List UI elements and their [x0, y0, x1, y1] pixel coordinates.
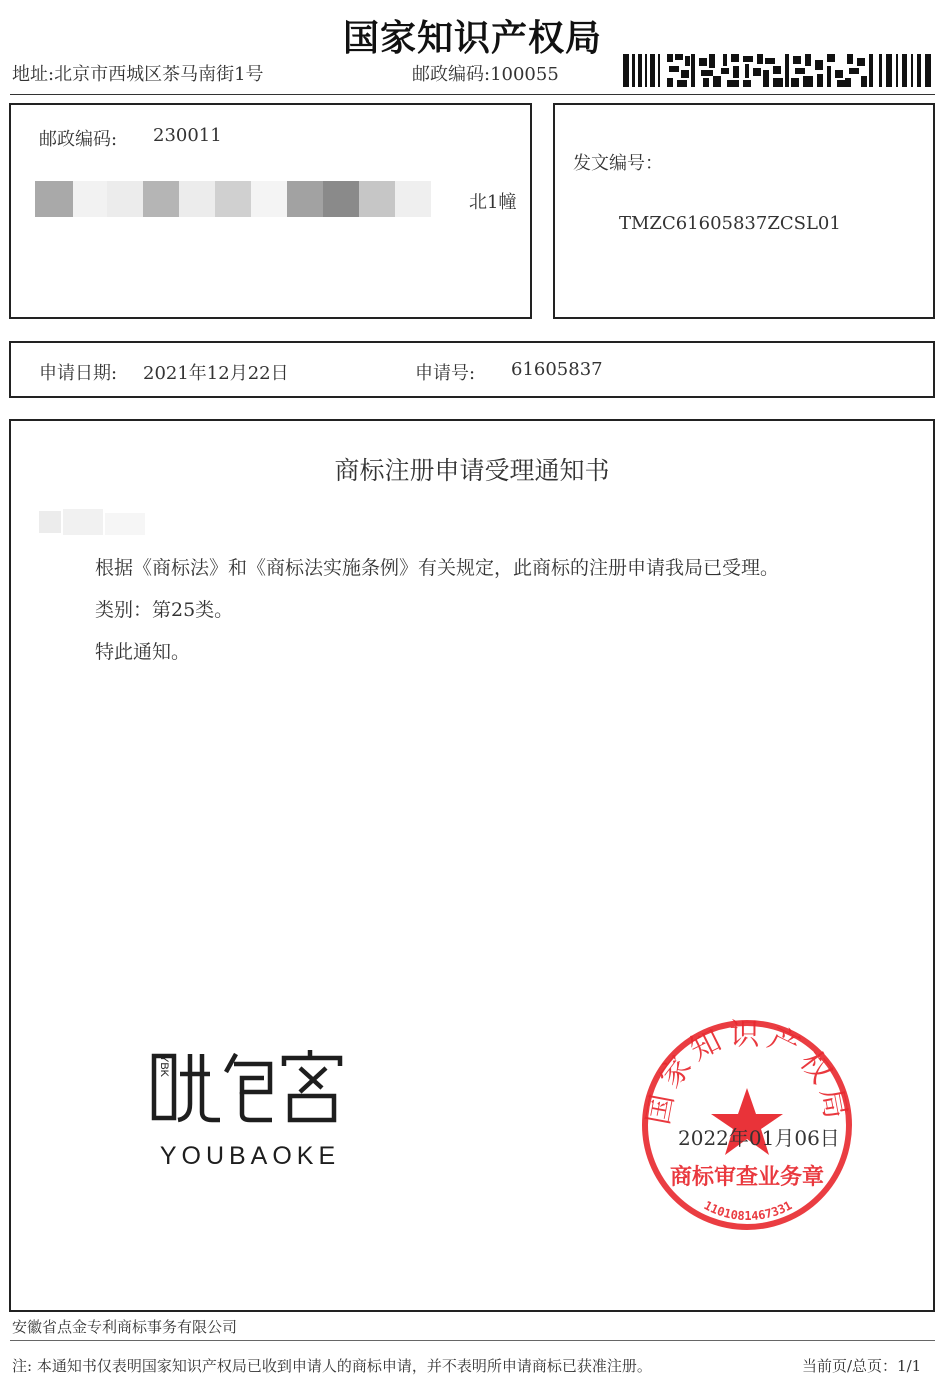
application-number-label: 申请号: — [415, 363, 476, 384]
doc-number-value: TMZC61605837ZCSL01 — [619, 213, 841, 234]
application-number-value: 61605837 — [511, 359, 603, 380]
trademark-logo — [150, 1048, 350, 1170]
doc-number-box — [553, 103, 935, 319]
address-tail: 北1幢 — [469, 192, 517, 213]
notice-date: 2022年01月06日 — [678, 1126, 840, 1150]
logo-text: YOUBAOKE — [159, 1142, 341, 1170]
document-title: 国家知识产权局 — [342, 17, 602, 59]
doc-number-label: 发文编号： — [573, 153, 663, 174]
notice-title: 商标注册申请受理通知书 — [334, 456, 610, 485]
redacted-address — [35, 181, 459, 217]
recipient-box — [9, 103, 532, 319]
seal-bottom-text: 商标审查业务章 — [669, 1165, 825, 1190]
recipient-postcode-label: 邮政编码: — [39, 129, 118, 150]
footer-note: 注: 本通知书仅表明国家知识产权局已收到申请人的商标申请，并不表明所申请商标已获准注册。 — [12, 1357, 652, 1375]
notice-body-line-2: 类别：第25类。 — [95, 599, 234, 621]
agency-name: 安徽省点金专利商标事务有限公司 — [12, 1318, 238, 1336]
notice-body-line-3: 特此通知。 — [95, 641, 191, 663]
footer-rule — [10, 1340, 935, 1341]
header-rule — [10, 94, 935, 95]
logo-mark: YBK — [158, 1054, 170, 1078]
page-indicator: 当前页/总页：1/1 — [802, 1357, 922, 1375]
office-address: 地址:北京市西城区茶马南街1号 — [12, 64, 264, 85]
seal-arc-text: 国家知识产权局 — [640, 1018, 855, 1128]
barcode — [623, 52, 931, 89]
recipient-postcode-value: 230011 — [153, 125, 222, 146]
notice-body-line-1: 根据《商标法》和《商标法实施条例》有关规定，此商标的注册申请我局已受理。 — [95, 557, 780, 579]
office-postcode: 邮政编码:100055 — [412, 64, 559, 85]
application-box — [9, 341, 935, 398]
application-date-label: 申请日期: — [39, 363, 118, 384]
redacted-applicant — [39, 507, 145, 537]
seal-number: 1101081467331 — [701, 1198, 795, 1224]
application-date-value: 2021年12月22日 — [143, 363, 289, 384]
